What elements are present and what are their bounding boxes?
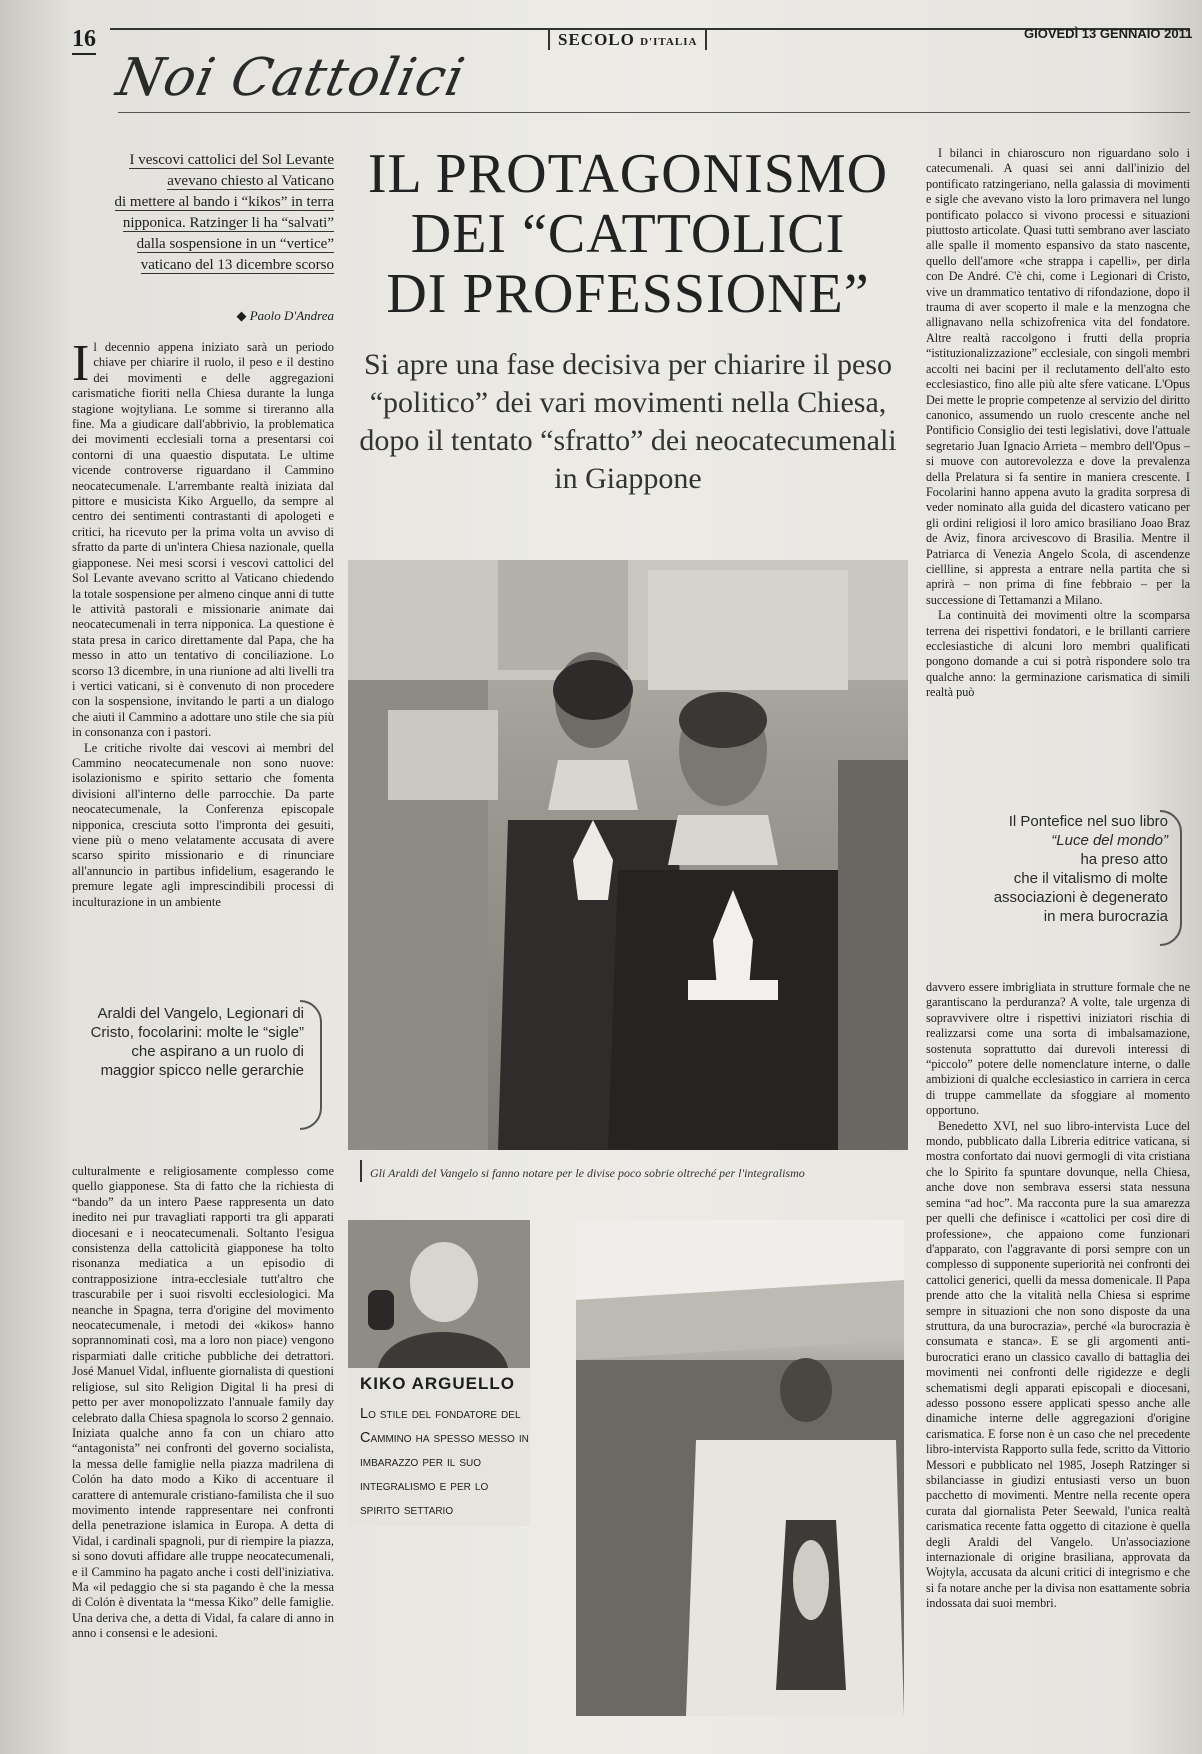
article-paragraph: La continuità dei movimenti oltre la scomparsa terrena dei rispettivi fondatori, e le brillanti carriere ecclesiastiche di alcuni loro membri qualificati pongono domande a cui si potrà rispondere solo tra qualche anno: la germinazione carismatica di simili realtà può xyxy=(926,608,1190,700)
masthead xyxy=(548,30,707,50)
caption-bar xyxy=(360,1160,362,1182)
pull-quote-line: “Luce del mondo” xyxy=(1051,832,1168,849)
mass-photo-illustration xyxy=(576,1220,904,1716)
pull-quote-line: Il Pontefice nel suo libro xyxy=(1008,813,1168,830)
article-paragraph: culturalmente e religiosamente complesso come quello giapponese. Sta di fatto che la richiesta di “bando” da un intero Paese rappresenta un dato inedito nei pur travagliati rapporti tra gli apparati diocesani e i neocatecumenali. Soltanto l'esigua consistenza della cattolicità giapponese ha tolto risonanza mediatica a un episodio di contrapposizione intra-ecclesiale tutt'altro che trascurabile per i suoi risvolti ecclesiologici. Ma neanche in Spagna, terra d'origine del movimento neocatecumenale, i metodi dei «kikos» hanno soprannominati così, ma a loro non piace) vengono risparmiati dalle critiche pubbliche dei detrattori. José Manuel Vidal, influente giornalista di questioni religiose, sul sito Religion Digital li ha presi di petto per aver monopolizzato l'annuale family day celebrato dalla Chiesa spagnola lo scorso 2 gennaio. Iniziata qualche anno fa con un chiaro atto “antagonista” nei confronti del governo socialista, la messa delle famiglie nella piazza madrilena di Colón ha dato modo a Kiko di accentuare il carattere di antemurale cristiano-familista che il suo movimento intende rappresentare nei confronti della penetrazione islamica in Europa. A detta di Vidal, i cardinali spagnoli, pur di riempire la piazza, si sono dovuti affidare alle truppe neocatecumenali, e il Cammino ha pagato anche i costi dell'iniziativa. Ma «il pedaggio che si sta pagando è che la messa di Colón è diventata la “messa Kiko” delle famiglie. Una deriva che, a detta di Vidal, fa calare di anno in anno i consensi e le adesioni. xyxy=(72,1164,334,1641)
summary-line: I vescovi cattolici del Sol Levante xyxy=(129,152,334,168)
heralds-photo-illustration xyxy=(348,560,908,1150)
headline-line: DI PROFESSIONE” xyxy=(386,263,870,325)
headline-line: IL PROTAGONISMO xyxy=(367,143,889,205)
pull-quote-line: in mera burocrazia xyxy=(1043,908,1168,925)
section-title: Noi Cattolici xyxy=(111,48,471,108)
article-column-left-bottom xyxy=(72,1164,334,1712)
article-paragraph: Benedetto XVI, nel suo libro-intervista Luce del mondo, pubblicato dalla Libreria editrice vaticana, si mostra confortato dai nuovi germogli di vita cristiana che lo Spirito fa spuntare dovunque, nella Chiesa, anche dove non sembrava essersi stata nessuna semina “ad hoc”. Ma racconta pure la sua amarezza per quelli che definisce i «cattolici per così dire di professione», che appaiono come funzionari d'apparato, con l'aggravante di porsi sempre con un complesso di supponente superiorità nei confronti dei cattolici generici, quelli da messa domenicale. Il Papa prende atto che la vitalità nella Chiesa si esprime sempre in situazioni che non sono disposte da una struttura, da una burocrazia», perché «la burocrazia è consumata e stanca». E se gli argomenti anti-burocratici erano un classico cavallo di battaglia dei movimenti nei confronti delle rigidezze e degli schematismi degli apparati episcopali e diocesani, adesso possono essere applicati spesso anche alle dinamiche interne delle aggregazioni d'origine carismatica. E forse non è un caso che nel precedente libro-intervista Rapporto sulla fede, scritto da Vittorio Messori e pubblicato nel 1985, Joseph Ratzinger si sbilanciasse in giudizi entusiasti verso un buon pacchetto di movimenti. Mentre nella recente opera curata dal giornalista Peter Seewald, l'unica realtà carismatica recente fatta oggetto di citazione è quella degli Araldi del Vangelo. Un'associazione internazionale di origine brasiliana, approvata da Wojtyla, accusata da alcuni critici di integrismo e che si fa notare anche per la divisa non esattamente sobria indossata dai suoi membri. xyxy=(926,1118,1190,1611)
photo-caption: Gli Araldi del Vangelo si fanno notare per le divise poco sobrie oltreché per l'integralismo xyxy=(370,1166,805,1180)
masthead-small: D'ITALIA xyxy=(640,36,698,48)
kiko-photo xyxy=(348,1220,530,1368)
pull-quote-line: che il vitalismo di molte xyxy=(1013,870,1168,887)
article-column-right-top xyxy=(926,146,1190,786)
dateline: GIOVEDÌ 13 GENNAIO 2011 xyxy=(1024,26,1193,41)
summary-line: vaticano del 13 dicembre scorso xyxy=(140,257,334,273)
article-column-left-top xyxy=(72,340,334,974)
article-paragraph: l decennio appena iniziato sarà un periodo chiave per chiarire il ruolo, il peso e il destino dei movimenti e delle aggregazioni carismatiche fioriti nella Chiesa durante la lunga stagione wojtyliana. Le somme si tireranno alla fine. Ma a giudicare dall'abbrivio, la problematica dei movimenti ecclesiali torna a presentarsi coi contorni di una quaestio disputata. Le ultime vicende controverse riguardano il Cammino neocatecumenale. L'arrembante realtà iniziata dal pittore e musicista Kiko Arguello, da sempre al centro dei sentimenti contrastanti di apologeti e critici, ha ricevuto per la prima volta un avviso di sfratto da parte di un'intera Chiesa nazionale, quella giapponese. Nei mesi scorsi i vescovi cattolici del Sol Levante avevano scritto al Vaticano chiedendo la totale sospensione per almeno cinque anni di tutte le attività pastorali e missionarie animate dai neocatecumenali in terra nipponica. La questione è stata presa in carico direttamente dal Papa, che ha messo in atto un tentativo di conciliazione. Lo scorso 13 dicembre, in una riunione ad alti livelli tra i vertici vaticani, si è convenuto di non procedere con la sospensione, invitando le parti a un dialogo che aiuti il Cammino a adottare uno stile che sia più in consonanza con i pastori. xyxy=(72,340,334,740)
summary-line: dalla sospensione in un “vertice” xyxy=(136,236,334,252)
pull-quote-left: Araldi del Vangelo, Legionari di Cristo, focolarini: molte le “sigle” che aspirano a un ruolo di maggior spicco nelle gerarchie xyxy=(90,1005,304,1079)
summary-line: di mettere al bando i “kikos” in terra xyxy=(114,194,334,210)
pull-quote-right xyxy=(940,812,1168,926)
headline-line: DEI “CATTOLICI xyxy=(410,203,846,265)
section-rule xyxy=(118,112,1190,113)
pull-quote-bracket xyxy=(1160,810,1182,946)
kiko-name: KIKO ARGUELLO xyxy=(360,1374,515,1393)
drop-cap: I xyxy=(72,340,90,392)
summary-line: avevano chiesto al Vaticano xyxy=(167,173,334,189)
kiko-text: Lo stile del fondatore del Cammino ha spesso messo in imbarazzo per il suo integralismo e per lo spirito settario xyxy=(360,1406,529,1518)
pull-quote-line: associazioni è degenerato xyxy=(993,889,1168,906)
article-paragraph: I bilanci in chiaroscuro non riguardano solo i catecumenali. A quasi sei anni dall'inizio del pontificato ratzingeriano, nella galassia di movimenti e sigle che avevano visto la loro primavera nel lungo pontificato polacco si vivono processi e situazioni piuttosto articolate. Quasi tutti sembrano aver lasciato alle spalle il momento espansivo da stato nascente, quello dell'amore «che strappa i capelli», per dirla con De André. C'è chi, come i Legionari di Cristo, vive un drammatico tentativo di rifondazione, dopo il trauma di aver scoperto il male e la menzogna che allignavano nella schizofrenica vita del fondatore. Altre realtà raccolgono i frutti della propria “istituzionalizzazione” ecclesiale, con singoli membri accolti nei bacini per il reclutamento dell'alto esto ecclesiastico, fino alle più alte sfere vaticane. L'Opus Dei mette le proprie competenze al servizio del diritto canonico, assumendo un ruolo crescente anche nel Pontificio Consiglio dei testi legislativi, dove l'attuale segretario Juan Ignacio Arrieta – membro dell'Opus – si muove con autorevolezza e dove la prevalenza della Prelatura si fa sentire in maniera crescente. I Focolarini hanno appena avuto la gradita sorpresa di veder nominato alla guida del dicastero vaticano per gli ordini religiosi il loro amico brasiliano Joao Braz de Aviz, finora arcivescovo di Brasilia. Mentre il Patriarca di Venezia Angelo Scola, di ascendenze ciellline, si appresta a entrare nella partita che si aprirà – non prima di fine febbraio – per la successione di Tettamanzi a Milano. xyxy=(926,146,1190,607)
kiko-portrait-illustration xyxy=(348,1220,530,1368)
summary-line: nipponica. Ratzinger li ha “salvati” xyxy=(122,215,334,231)
main-photo xyxy=(348,560,908,1150)
page-number: 16 xyxy=(72,26,96,55)
masthead-main: SECOLO xyxy=(558,30,635,49)
pull-quote-bracket xyxy=(300,1000,322,1130)
summary-box xyxy=(72,150,334,276)
byline: ◆ Paolo D'Andrea xyxy=(72,308,334,324)
article-paragraph: Le critiche rivolte dai vescovi ai membri del Cammino neocatecumenale non sono nuove: isolazionismo e spirito settario che fomenta divisioni all'interno delle parrocchie. Da parte neocatecumenale, la Conferenza episcopale nipponica, cresciuta sotto l'impronta dei gesuiti, viene più o meno velatamente accusata di avere scarso spirito missionario e di rinunciare all'annuncio in partibus infidelium, esagerando le premure legate agli imprescindibili processi di inculturazione in un ambiente xyxy=(72,740,334,909)
article-column-right-bottom xyxy=(926,980,1190,1712)
subheadline: Si apre una fase decisiva per chiarire il peso “politico” dei vari movimenti nella Chiesa, dopo il tentato “sfratto” dei neocatecumenali in Giappone xyxy=(359,348,897,495)
headline xyxy=(348,144,908,324)
priest-photo xyxy=(576,1220,904,1716)
article-paragraph: davvero essere imbrigliata in strutture formale che ne garantiscano la perduranza? A volte, tale urgenza di sopravvivere oltre i rispettivi iniziatori rischia di realizzarsi come una sorta di imbalsamazione, sostenuta soprattutto dai durevoli interessi di “piccolo” potere delle nomenclature interne, o dalle ambizioni di qualche ecclesiastico in carriera in cerca di truppe cammellate da sfoggiare al momento opportuno. xyxy=(926,980,1190,1118)
pull-quote-line: ha preso atto xyxy=(1080,851,1168,868)
